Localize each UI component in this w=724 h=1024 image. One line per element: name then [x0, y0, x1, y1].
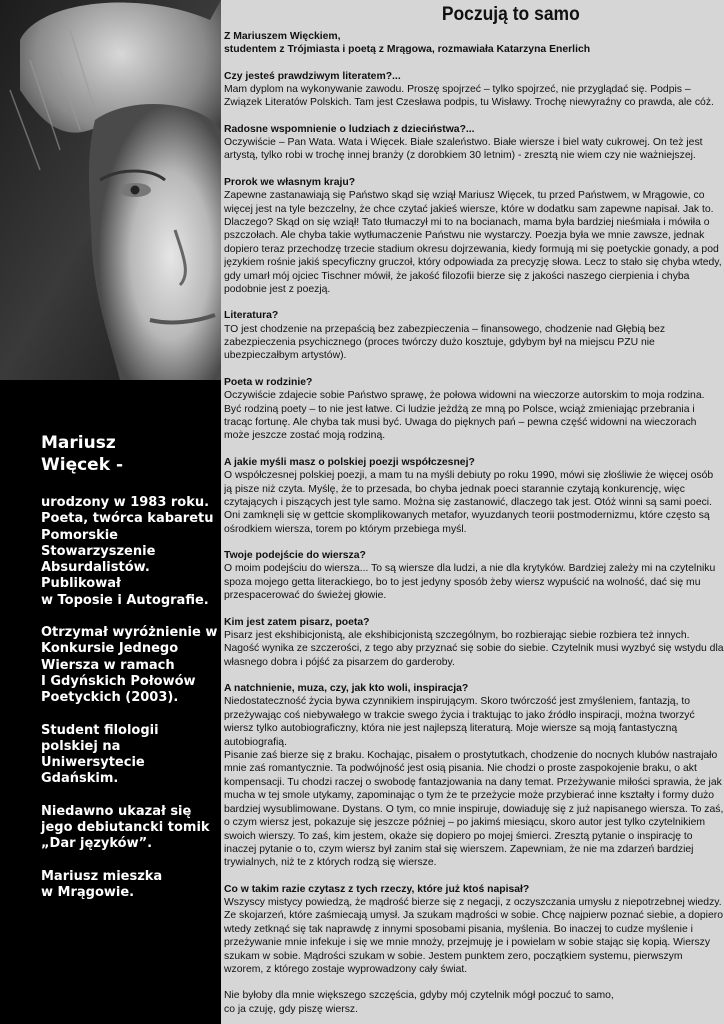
answer: Mam dyplom na wykonywanie zawodu. Proszę spojrzeć – tylko spojrzeć, nie przyglądać się. Podpis – Związek Literatów Polskich. Tam jest Czesława podpis, tu Wisławy. Trochę niewyraźny co prawda, ale cóż. — [224, 83, 714, 109]
article-intro: Z Mariuszem Więckiem, studentem z Trójmiasta i poetą z Mrągowa, rozmawiała Katarzyna Enerlich — [224, 31, 591, 56]
author-name: Mariusz Więcek - — [41, 433, 123, 475]
answer: O moim podejściu do wiersza... To są wiersze dla ludzi, a nie dla krytyków. Bardziej zależy mi na czytelniku spoza mojego getta literackiego, bo to jest jedyny sposób żeby wiersz wypuścić na wolność, dać się mu przespacerować do świeżej głowie. — [224, 563, 716, 602]
question: A natchnienie, muza, czy, jak kto woli, inspiracja? — [224, 683, 469, 695]
portrait-illustration — [0, 0, 221, 380]
question: Literatura? — [224, 310, 279, 322]
answer: Zapewne zastanawiają się Państwo skąd się wziął Mariusz Więcek, tu przed Państwem, w Mrągowie, co więcej jest na tyle bezczelny, że chce czytać jakieś wiersze, które w dodatku sam zapewne napisał. Jak to. Dlaczego? Skąd on się wziął! Tato tłumaczył mi to na bocianach, mama była bardziej nieśmiała i mówiła o pszczołach. Ale chyba takie wytłumaczenie Państwu nie wystarczy. Poezja była we mnie zawsze, jednak dopiero teraz przechodzę trzecie stadium okresu dojrzewania, kiedy formują mi się poetyckie gonady, a pod językiem rośnie jakiś specyficzny gruczoł, który odpowiada za precyzję słowa. Lecz to stało się chyba wtedy, gdy umarł mój ojciec Tischner mówił, że jakość filozofii bierze się z jakości naszego cierpienia i chyba podobnie jest z poezją. — [224, 190, 722, 295]
qa-section — [224, 176, 724, 297]
qa-section — [224, 682, 724, 870]
qa-section — [224, 123, 724, 163]
author-portrait-photo — [0, 0, 221, 380]
question: A jakie myśli masz o polskiej poezji współczesnej? — [224, 456, 475, 468]
answer: Pisarz jest ekshibicjonistą, ale ekshibicjonistą szczególnym, bo rozbierając siebie rozbiera też innych. Nagość wynika ze szczerości, z tego aby przyznać się sobie do siebie. Czytelnik musi wyzbyć się wstydu dla własnego dobra i pójść za pisarzem do garderoby. — [224, 629, 724, 668]
author-bio-sidebar — [0, 380, 221, 1024]
qa-section — [224, 616, 724, 670]
question: Twoje podejście do wiersza? — [224, 550, 366, 562]
question: Czy jesteś prawdziwym literatem?... — [224, 70, 401, 82]
author-bio — [41, 432, 219, 917]
answer: TO jest chodzenie na przepaścią bez zabezpieczenia – finansowego, chodzenie nad Głębią bez zabezpieczenia psychicznego (proces twórczy dużo kosztuje, gdybym był na miejscu PZU nie ubezpieczałbym artystów). — [224, 323, 666, 362]
article-title: Poczują to samo — [441, 4, 580, 25]
answer: Wszyscy mistycy powiedzą, że mądrość bierze się z negacji, z oczyszczania umysłu z niepotrzebnej wiedzy. Ze skojarzeń, które zaśmiecają umysł. Ja szukam mądrości w sobie. Chcę najpierw poznać siebie, a dopiero wtedy zetknąć się tak naprawdę z innymi sposobami pisania, myślenia. Bo inaczej to cudze myślenie i przeżywanie mnie infekuje i się we mnie mnoży, przejmuję je i powielam w sobie stając się kopią. Wierszy szukam w sobie. Mądrości szukam w sobie. Jestem punktem zero, początkiem systemu, pierwszym wzorem, z którego zostaje wyprowadzony cały świat. — [224, 897, 723, 976]
question: Poeta w rodzinie? — [224, 376, 313, 388]
answer: Oczywiście – Pan Wata. Wata i Więcek. Białe szaleństwo. Białe wiersze i biel waty cukrowej. On też jest artystą, tylko robi w trochę innej branży (z dorobkiem 30 letnim) - zresztą nie wiem czy nie ważniejszej. — [224, 137, 703, 162]
answer: Niedostateczność życia bywa czynnikiem inspirującym. Skoro twórczość jest zmyśleniem, fantazją, to przeżywając coś niebywałego w trakcie swego życia i traktując to jako źródło inspiracji, można tworzyć wiersz tylko autobiograficzny, która nie jest najlepszą literaturą. Moje wiersze są moją fantastyczną autobiografią. Pisanie zaś bierze się z braku. Kochając, pisałem o prostytutkach, chodzenie do nocnych klubów nastrajało mnie zaś romantycznie. Ta podwójność jest osią pisania. Nie chodzi o proste zaspokojenie braku, o akt kompensacji. Tu chodzi raczej o swobodę fantazjowania na dany temat. Przeżywanie miłości sprawia, że jak mucha w tej smole utykamy, zapominając o tym że te przeżycie może przybierać inne kształty i formy dużo bardziej wysublimowane. Dystans. O tym, co mnie inspiruje, dowiaduję się z już napisanego wiersza. To zaś, o czym wiersz jest, pokazuje się jeszcze później – po jakimś miesiącu, skoro autor jest tylko czytelnikiem swoich wierszy. To zaś, kim jestem, okaże się dopiero po mojej śmierci. Zresztą pytanie o inspirację to inaczej pytanie o to, czym wiersz był zanim stał się wierszem. Zapewniam, że nie ma zdarzeń bardziej trywialnych, niż te z których rodzą się wiersze. — [224, 696, 724, 869]
question: Co w takim razie czytasz z tych rzeczy, które już ktoś napisał? — [224, 883, 530, 895]
bio-paragraph-birth: urodzony w 1983 roku. Poeta, twórca kabaretu Pomorskie Stowarzyszenie Absurdalistów. Publikował w Toposie i Autografie. — [41, 495, 214, 608]
bio-paragraph-study: Student filologii polskiej na Uniwersytecie Gdańskim. — [41, 722, 159, 787]
answer: O współczesnej polskiej poezji, a mam tu na myśli debiuty po roku 1990, mówi się złośliwie że więcej osób ją pisze niż czyta. Myślę, że to przesada, bo chyba jednak poeci starannie czytają konkurencję, więc czytających i piszących jest tyle samo. Można się zastanowić, dlaczego tak jest. Otóż winni są sami poeci. Oni zamknęli się w gettcie skomplikowanych metafor, wyuzdanych teorii postmodernizmu, które często są ośrodkiem wiersza, torem po którym przebiega myśl. — [224, 470, 714, 535]
qa-section — [224, 309, 724, 363]
question: Kim jest zatem pisarz, poeta? — [224, 616, 370, 628]
qa-section — [224, 883, 724, 977]
qa-section — [224, 70, 724, 110]
bio-paragraph-award: Otrzymał wyróżnienie w Konkursie Jednego Wiersza w ramach I Gdyńskich Połowów Poetyckich (2003). — [41, 625, 218, 706]
qa-section — [224, 456, 724, 536]
bio-paragraph-debut: Niedawno ukazał się jego debiutancki tomik „Dar języków”. — [41, 803, 210, 852]
bio-paragraph-residence: Mariusz mieszka w Mrągowie. — [41, 868, 163, 900]
interview-article — [224, 4, 724, 1022]
answer: Oczywiście zdajecie sobie Państwo sprawę, że połowa widowni na wieczorze autorskim to moja rodzina. Być rodziną poety – to nie jest łatwe. Ci ludzie jeżdżą ze mną po Polsce, wciąż zmieniając przebrania i tracąc fortunę. Ale chyba tak musi być. Uwaga do pięknych pań – pewna część widowni na wieczorach może jeszcze zostać moją rodziną. — [224, 390, 705, 442]
qa-section — [224, 549, 724, 603]
article-closing: Nie byłoby dla mnie większego szczęścia, gdyby mój czytelnik mógł poczuć to samo, co ja czuję, gdy piszę wiersz. — [224, 990, 614, 1015]
question: Radosne wspomnienie o ludziach z dzieciństwa?... — [224, 123, 475, 135]
question: Prorok we własnym kraju? — [224, 176, 356, 188]
qa-section — [224, 376, 724, 443]
